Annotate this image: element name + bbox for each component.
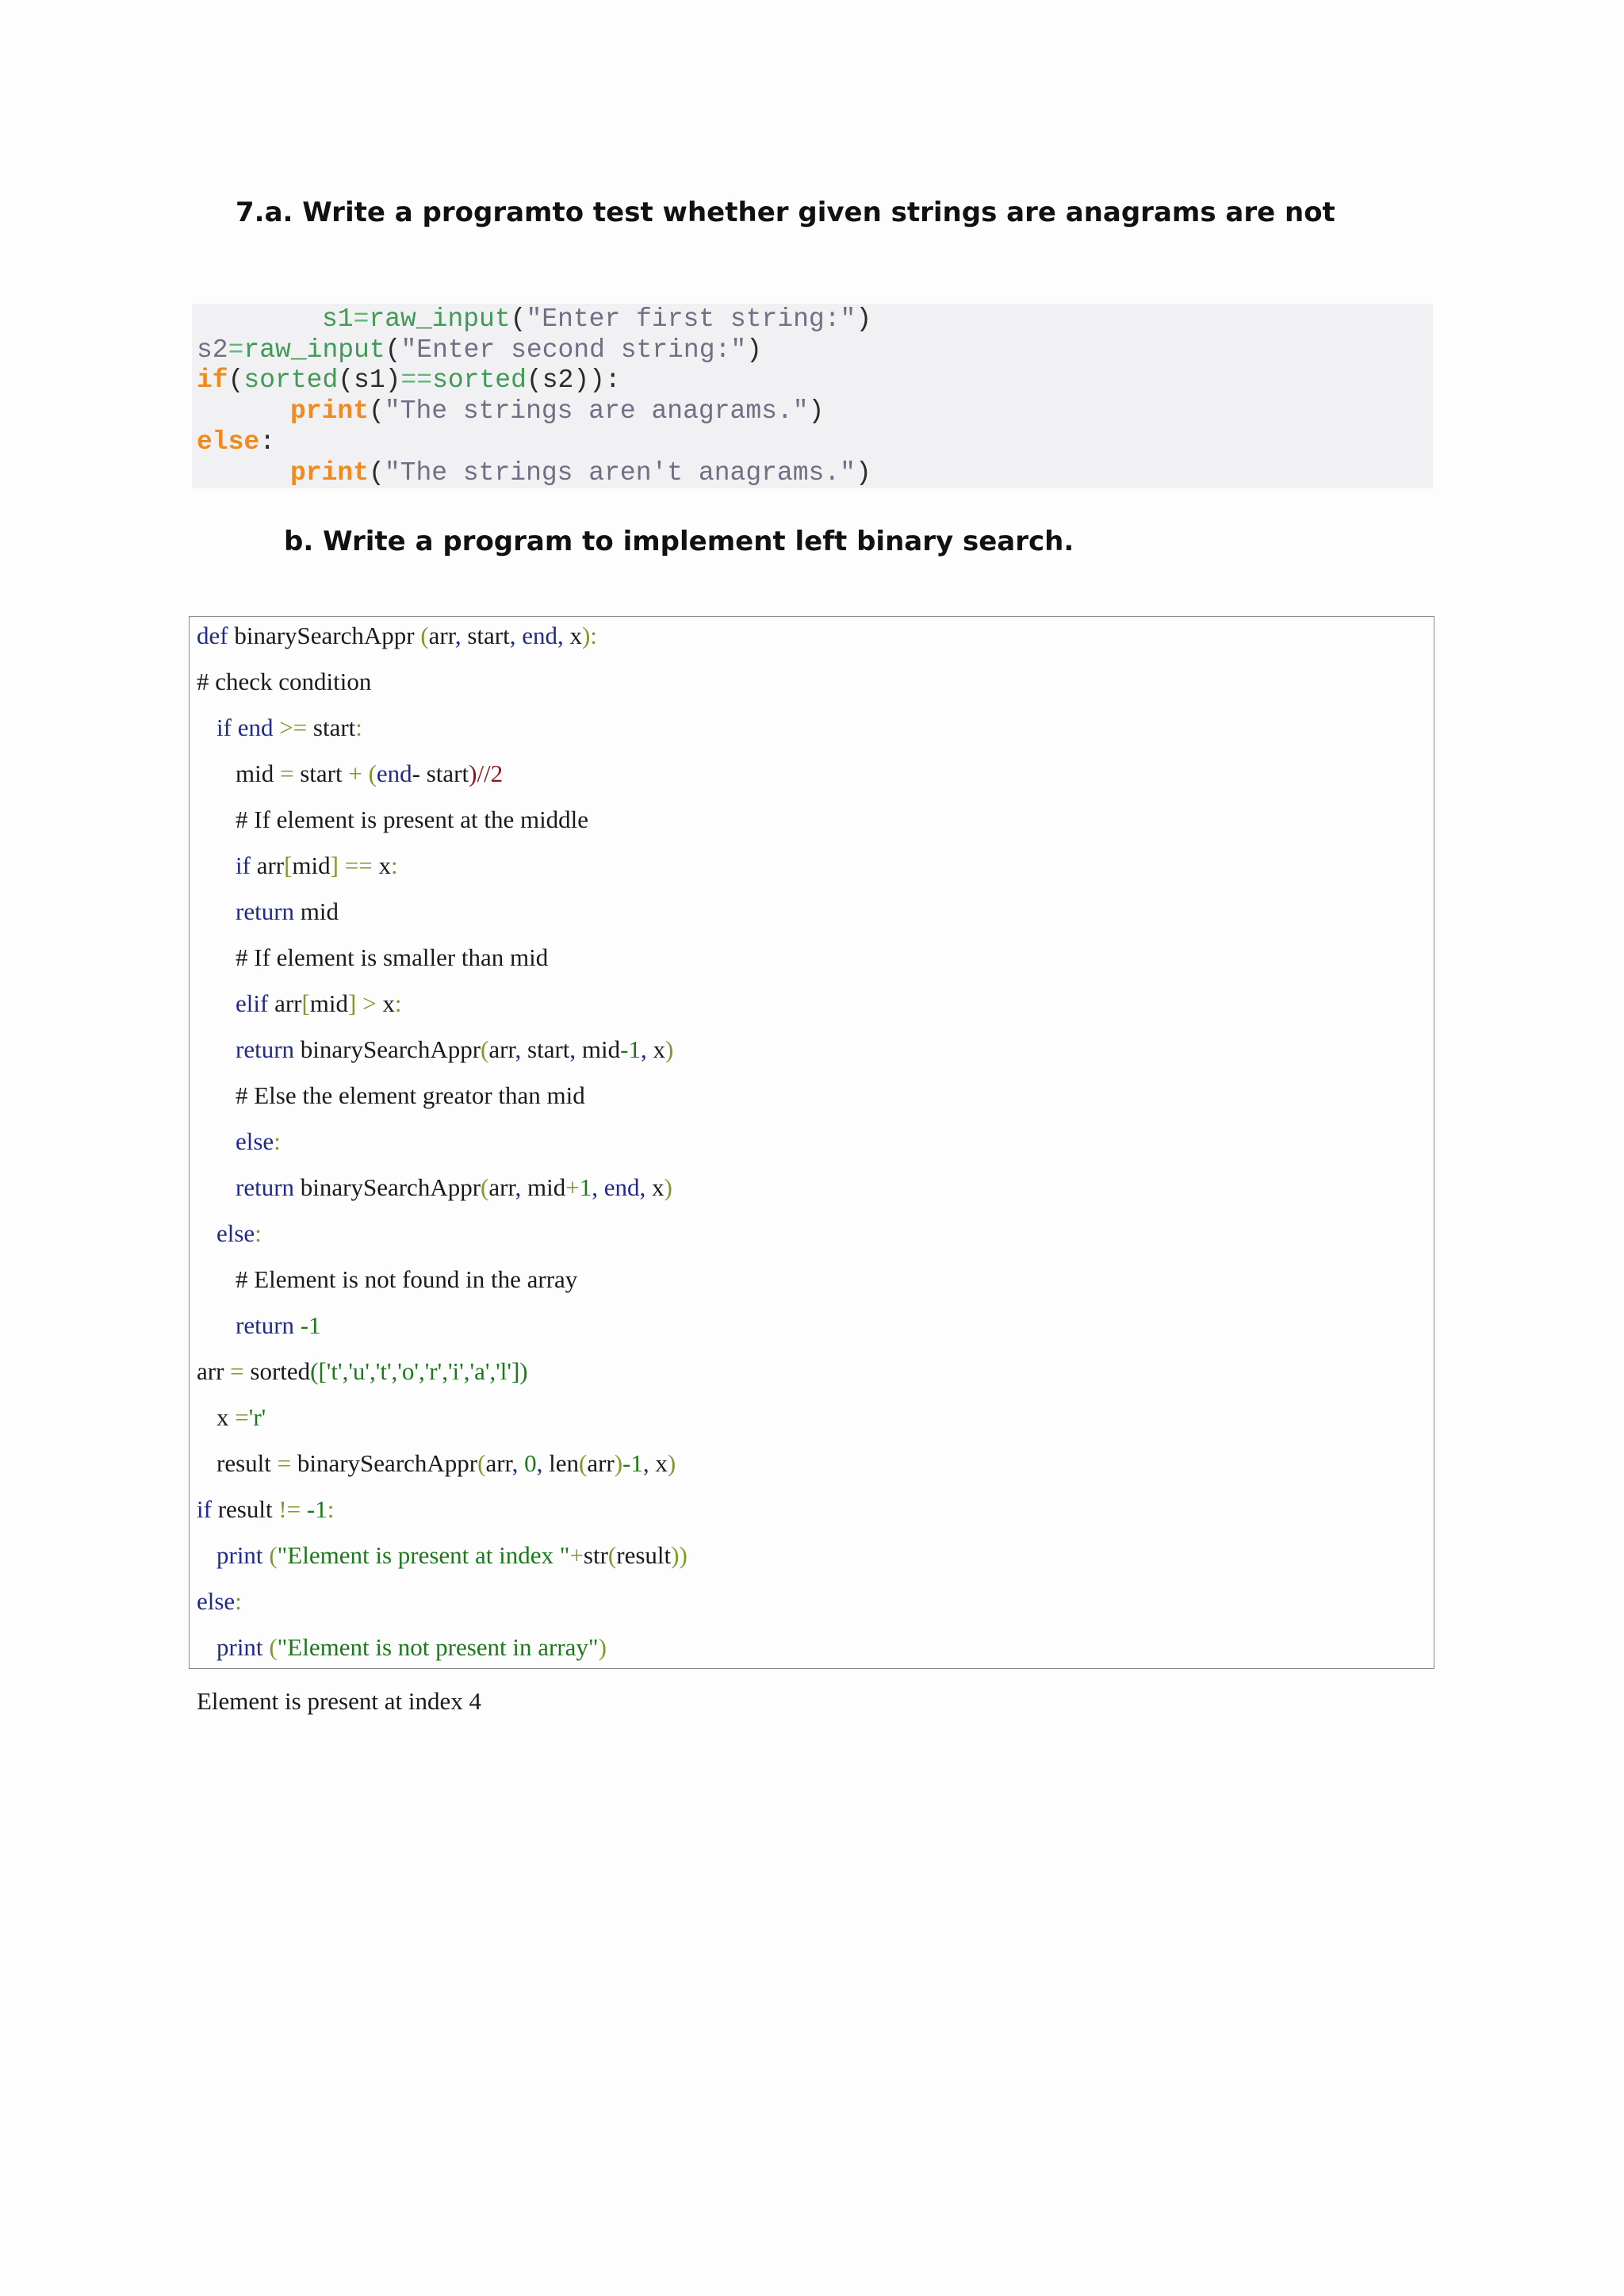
code-line: return -1 [236,1311,321,1339]
code-line: elif arr[mid] > x: [236,989,402,1017]
binary-search-code-block [189,616,1434,1669]
code-line: print("The strings aren't anagrams.") [290,458,871,488]
heading-7a: 7.a. Write a programto test whether given strings are anagrams are not [236,197,1335,228]
code-comment: # check condition [197,668,372,695]
code-line: print ("Element is not present in array") [216,1633,607,1661]
code-line: s1=raw_input("Enter first string:") [322,304,872,334]
code-line: else: [197,427,276,457]
code-line: arr = sorted(['t','u','t','o','r','i','a','l']) [197,1357,528,1385]
code-line: else: [216,1219,262,1247]
code-comment: # If element is smaller than mid [236,943,549,971]
program-output: Element is present at index 4 [197,1687,481,1715]
code-line: else: [197,1587,242,1615]
code-comment: # If element is present at the middle [236,806,589,833]
code-line: if(sorted(s1)==sorted(s2)): [197,365,621,395]
code-line: return mid [236,897,339,925]
code-line: print("The strings are anagrams.") [290,396,825,426]
code-line: else: [236,1127,281,1155]
code-line: mid = start + (end- start)//2 [236,760,504,787]
code-line: return binarySearchAppr(arr, start, mid-1, x) [236,1035,674,1063]
code-line: x ='r' [216,1403,266,1431]
anagram-code-block [192,304,1433,488]
code-line: def binarySearchAppr (arr, start, end, x): [197,622,597,649]
code-line: result = binarySearchAppr(arr, 0, len(arr)-1, x) [216,1449,676,1477]
code-comment: # Element is not found in the array [236,1265,578,1293]
code-line: if end >= start: [216,714,362,741]
heading-7b: b. Write a program to implement left binary search. [284,526,1074,557]
code-line: s2=raw_input("Enter second string:") [197,335,762,365]
code-line: if result != -1: [197,1495,335,1523]
code-comment: # Else the element greator than mid [236,1081,585,1109]
code-line: if arr[mid] == x: [236,851,398,879]
code-line: return binarySearchAppr(arr, mid+1, end, x) [236,1173,672,1201]
code-line: print ("Element is present at index "+str(result)) [216,1541,688,1569]
